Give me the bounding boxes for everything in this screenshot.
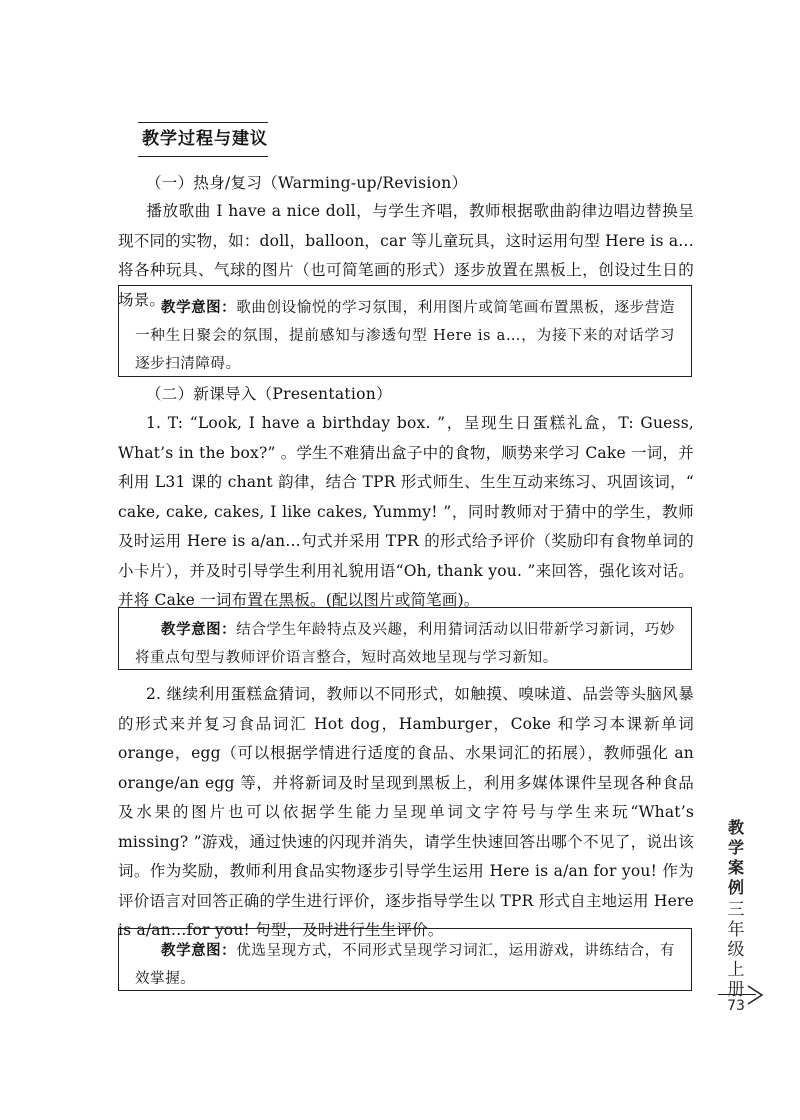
page-number: 73 — [727, 998, 745, 1014]
sidebar-char: 案 — [727, 858, 744, 877]
presentation-intent-box-1 — [118, 607, 692, 670]
intent-text: 结合学生年龄特点及兴趣，利用猜词活动以旧带新学习新词，巧妙将重点句型与教师评价语言整合，短时高效地呈现与学习新知。 — [135, 622, 676, 666]
sidebar-char: 教 — [727, 818, 744, 837]
presentation-step1 — [118, 409, 694, 616]
sidebar-char: 学 — [727, 838, 744, 857]
warmup-paragraph-text: 播放歌曲 I have a nice doll，与学生齐唱，教师根据歌曲韵律边唱边替换呈现不同的实物，如：doll，balloon，car 等儿童玩具，这时运用句型 Here is a…将各种玩具、气球的图片（也可简笔画的形式）逐步放置在黑板上，创设过生日的场景。 — [118, 202, 694, 309]
intent-text: 歌曲创设愉悦的学习氛围，利用图片或简笔画布置黑板，逐步营造一种生日聚会的氛围，提前感知与渗透句型 Here is a…，为接下来的对话学习逐步扫清障碍。 — [135, 300, 676, 372]
sidebar-char: 三 — [727, 900, 745, 920]
warmup-heading: （一）热身/复习（Warming-up/Revision） — [146, 174, 468, 192]
step2-text: 2. 继续利用蛋糕盒猜词，教师以不同形式，如触摸、嗅味道、品尝等头脑风暴的形式来并复习食品词汇 Hot dog，Hamburger，Coke 和学习本课新单词 orange，egg（可以根据学情进行适度的食品、水果词汇的拓展），教师强化 an orange/an egg 等，并将新词及时呈现到黑板上，利用多媒体课件呈现各种食品及水果的图片也可以依据学生能力呈现单词文字符号与学生来玩“What’s missing? ”游戏，通过快速的闪现并消失，请学生快速回答出哪个不见了，说出该词。作为奖励，教师利用食品实物逐步引导学生运用 Here is a/an for you! 作为评价语言对回答正确的学生进行评价，逐步指导学生以 TPR 形式自主地运用 Here is a/an…for you! 句型，及时进行生生评价。 — [118, 685, 694, 939]
sidebar-char: 册 — [727, 980, 745, 1000]
presentation-heading: （二）新课导入（Presentation） — [146, 385, 392, 403]
step1-text: 1. T: “Look, I have a birthday box. ”，呈现生日蛋糕礼盒，T: Guess, What’s in the box?” 。学生不难猜出盒子中的食物，顺势来学习 Cake 一词，并利用 L31 课的 chant 韵律，结合 TPR 形式师生、生生互动来练习、巩固该词，“ cake, cake, cakes, I like cakes, Yummy! ”，同时教师对于猜中的学生，教师及时运用 Here is a/an…句式并采用 TPR 的形式给予评价（奖励印有食物单词的小卡片），并及时引导学生利用礼貌用语“Oh, thank you. ”来回答，强化该对话。并将 Cake 一词布置在黑板。(配以图片或简笔画)。 — [118, 414, 694, 609]
intent-label: 教学意图： — [161, 622, 237, 638]
section-title: 教学过程与建议 — [138, 122, 268, 157]
intent-text: 优选呈现方式，不同形式呈现学习词汇，运用游戏，讲练结合，有效掌握。 — [135, 943, 676, 987]
sidebar-category — [718, 818, 754, 898]
intent-label: 教学意图： — [161, 300, 237, 316]
sidebar-char: 例 — [727, 878, 744, 897]
intent-label: 教学意图： — [161, 943, 237, 959]
warmup-intent-box — [118, 285, 692, 377]
sidebar-char: 上 — [727, 960, 745, 980]
presentation-step2 — [118, 680, 694, 946]
sidebar-char: 年 — [727, 920, 745, 940]
sidebar-char: 级 — [727, 940, 745, 960]
presentation-intent-box-2 — [118, 928, 692, 991]
